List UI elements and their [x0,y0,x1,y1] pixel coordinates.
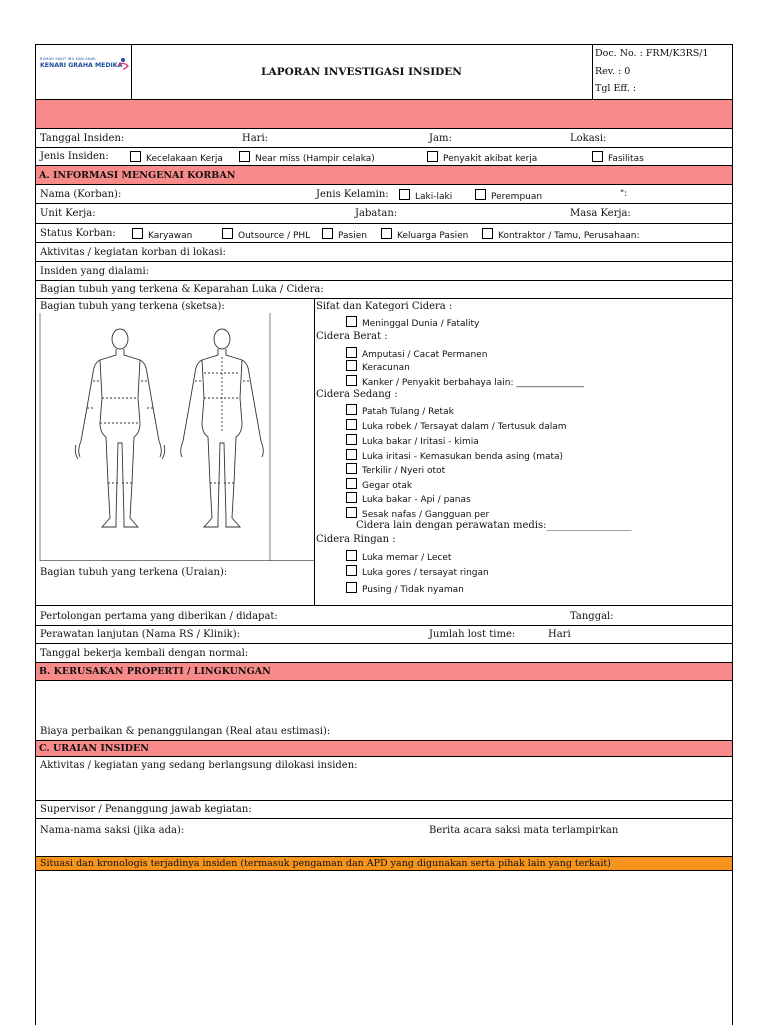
saksi-row [36,819,732,857]
bagian-tubuh-header-label: Bagian tubuh yang terkena & Keparahan Luka / Cidera: [40,284,324,295]
option-fasilitas[interactable]: Fasilitas [592,151,644,164]
tanggal-pertolongan-label: Tanggal: [570,611,614,622]
form-header [36,45,732,100]
option-meninggal[interactable]: Meninggal Dunia / Fatality [346,316,479,329]
back-body-outline [181,329,264,527]
checkbox[interactable] [346,507,357,518]
supervisor-row [36,801,732,819]
lost-time-label: Jumlah lost time: [429,629,516,640]
checkbox[interactable] [239,151,250,162]
aktivitas-korban-row [36,243,732,262]
nama-row [36,185,732,204]
pink-banner [36,100,732,129]
aktivitas-insiden-row [36,757,732,801]
checkbox[interactable] [346,463,357,474]
supervisor-label: Supervisor / Penanggung jawab kegiatan: [40,804,252,815]
option-pusing[interactable]: Pusing / Tidak nyaman [346,582,464,595]
effective-date: Tgl Eff. : [595,83,637,94]
jenis-insiden-label: Jenis Insiden: [40,151,109,162]
option-outsource[interactable]: Outsource / PHL [222,228,310,241]
section-a-header: A. INFORMASI MENGENAI KORBAN [36,166,732,185]
front-body-outline [75,329,164,527]
perawatan-row [36,626,732,644]
checkbox[interactable] [346,565,357,576]
aktivitas-korban-label: Aktivitas / kegiatan korban di lokasi: [40,247,226,258]
hari-label: Hari: [242,133,269,144]
form-title: LAPORAN INVESTIGASI INSIDEN [261,66,462,78]
option-near-miss[interactable]: Near miss (Hampir celaka) [239,151,375,164]
checkbox[interactable] [222,228,233,239]
kerusakan-block [36,681,732,740]
jenis-insiden-row [36,148,732,166]
checkbox[interactable] [475,189,486,200]
option-luka-memar[interactable]: Luka memar / Lecet [346,550,451,563]
checkbox[interactable] [346,347,357,358]
checkbox[interactable] [346,360,357,371]
section-c-header: C. URAIAN INSIDEN [36,740,732,757]
option-gegar-otak[interactable]: Gegar otak [346,478,412,491]
lokasi-label: Lokasi: [570,133,607,144]
biaya-label: Biaya perbaikan & penanggulangan (Real atau estimasi): [40,726,331,737]
kronologi-area[interactable] [36,871,732,1025]
option-karyawan[interactable]: Karyawan [132,228,192,241]
option-keracunan[interactable]: Keracunan [346,360,410,373]
option-amputasi[interactable]: Amputasi / Cacat Permanen [346,347,487,360]
checkbox[interactable] [592,151,603,162]
option-laki-laki[interactable]: Laki-laki [399,189,452,202]
hospital-logo: RUMAH SAKIT IBU DAN ANAK KENARI GRAHA MEDIKA [40,57,128,85]
injury-detail-block [36,299,732,606]
pertolongan-row [36,606,732,626]
checkbox[interactable] [130,151,141,162]
section-b-header: B. KERUSAKAN PROPERTI / LINGKUNGAN [36,663,732,681]
option-patah-tulang[interactable]: Patah Tulang / Retak [346,404,454,417]
option-luka-robek[interactable]: Luka robek / Tersayat dalam / Tertusuk dalam [346,419,567,432]
option-terkilir[interactable]: Terkilir / Nyeri otot [346,463,445,476]
checkbox[interactable] [322,228,333,239]
unit-kerja-label: Unit Kerja: [40,208,96,219]
situasi-header: Situasi dan kronologis terjadinya insiden (termasuk pengaman dan APD yang digunakan serta pihak lain yang terkait) [36,857,732,871]
revision: Rev. : 0 [595,66,631,77]
checkbox[interactable] [399,189,410,200]
jenis-kelamin-label: Jenis Kelamin: [316,189,389,200]
checkbox[interactable] [346,419,357,430]
option-perempuan[interactable]: Perempuan [475,189,542,202]
cidera-sedang-label: Cidera Sedang : [316,389,398,400]
aktivitas-insiden-label: Aktivitas / kegiatan yang sedang berlangsung dilokasi insiden: [40,760,358,771]
nama-label: Nama (Korban): [40,189,122,200]
kembali-kerja-label: Tanggal bekerja kembali dengan normal: [40,648,249,659]
checkbox[interactable] [381,228,392,239]
incident-report-form [35,44,733,1025]
insiden-dialami-row [36,262,732,281]
berita-acara-label: Berita acara saksi mata terlampirkan [429,825,619,836]
perawatan-label: Perawatan lanjutan (Nama RS / Klinik): [40,629,240,640]
status-korban-row [36,224,732,243]
option-keluarga-pasien[interactable]: Keluarga Pasien [381,228,468,241]
unit-kerja-row [36,204,732,224]
tanggal-insiden-label: Tanggal Insiden: [40,133,125,144]
colon-mark: ": [620,189,628,199]
body-sketch-figure[interactable] [36,313,314,561]
status-korban-label: Status Korban: [40,228,116,239]
option-pasien[interactable]: Pasien [322,228,367,241]
option-luka-bakar-api[interactable]: Luka bakar - Api / panas [346,492,471,505]
option-penyakit[interactable]: Penyakit akibat kerja [427,151,537,164]
insiden-dialami-label: Insiden yang dialami: [40,266,150,277]
jam-label: Jam: [429,133,452,144]
uraian-label: Bagian tubuh yang terkena (Uraian): [40,567,228,578]
jabatan-label: Jabatan: [355,208,398,219]
sketsa-label: Bagian tubuh yang terkena (sketsa): [40,301,225,312]
checkbox[interactable] [346,375,357,386]
checkbox[interactable] [346,478,357,489]
checkbox[interactable] [427,151,438,162]
doc-number: Doc. No. : FRM/K3RS/1 [595,48,709,59]
saksi-label: Nama-nama saksi (jika ada): [40,825,185,836]
sifat-kategori-label: Sifat dan Kategori Cidera : [316,301,453,312]
option-luka-bakar-kimia[interactable]: Luka bakar / Iritasi - kimia [346,434,479,447]
pertolongan-label: Pertolongan pertama yang diberikan / didapat: [40,611,278,622]
checkbox[interactable] [346,316,357,327]
checkbox[interactable] [482,228,493,239]
checkbox[interactable] [346,582,357,593]
option-kanker[interactable]: Kanker / Penyakit berbahaya lain: _______________ [346,375,584,388]
checkbox[interactable] [346,492,357,503]
hari-unit-label: Hari [548,629,571,640]
incident-datetime-row [36,129,732,148]
bagian-tubuh-header-row [36,281,732,299]
cidera-ringan-label: Cidera Ringan : [316,534,396,545]
checkbox[interactable] [346,404,357,415]
option-luka-iritasi[interactable]: Luka iritasi - Kemasukan benda asing (mata) [346,449,563,462]
option-kontraktor[interactable]: Kontraktor / Tamu, Perusahaan: [482,228,640,241]
checkbox[interactable] [132,228,143,239]
kembali-kerja-row [36,644,732,663]
cidera-lain-field[interactable]: Cidera lain dengan perawatan medis:_________________ [356,520,632,531]
option-sesak-nafas[interactable]: Sesak nafas / Gangguan per [346,507,489,520]
checkbox[interactable] [346,434,357,445]
option-kecelakaan[interactable]: Kecelakaan Kerja [130,151,223,164]
cidera-berat-label: Cidera Berat : [316,331,388,342]
option-luka-gores[interactable]: Luka gores / tersayat ringan [346,565,489,578]
logo-mark-icon [117,57,129,71]
checkbox[interactable] [346,550,357,561]
checkbox[interactable] [346,449,357,460]
masa-kerja-label: Masa Kerja: [570,208,631,219]
